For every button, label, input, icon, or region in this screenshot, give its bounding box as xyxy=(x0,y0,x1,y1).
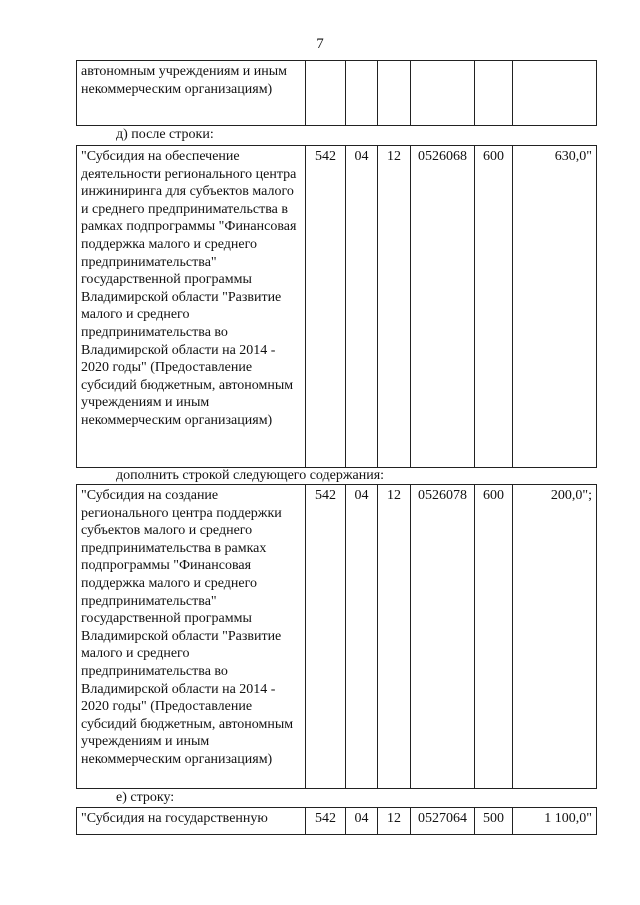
target-article-cell xyxy=(411,61,475,126)
row-description: автономным учреждениям и иным некоммерческим организациям) xyxy=(77,61,306,126)
amount-cell: 200,0"; xyxy=(513,485,597,789)
subsection-cell xyxy=(378,61,411,126)
target-article-cell: 0526078 xyxy=(411,485,475,789)
row-description: "Субсидия на государственную xyxy=(77,808,306,835)
budget-table-after-row xyxy=(76,145,597,468)
ministry-code-cell xyxy=(306,61,346,126)
target-article-cell: 0527064 xyxy=(411,808,475,835)
instruction-e: е) строку: xyxy=(116,790,175,805)
page-number: 7 xyxy=(316,36,324,52)
row-description: "Субсидия на создание регионального центра поддержки субъектов малого и среднего предпринимательства в рамках подпрограммы "Финансовая поддержка малого и среднего предпринимательства" государственной программы Владимирской области "Развитие малого и среднего предпринимательства во Владимирской области на 2014 - 2020 годы" (Предоставление субсидий бюджетным, автономным учреждениям и иным некоммерческим организациям) xyxy=(77,485,306,789)
table-row xyxy=(77,146,597,468)
amount-cell: 1 100,0" xyxy=(513,808,597,835)
budget-table-continuation xyxy=(76,60,597,126)
ministry-code-cell: 542 xyxy=(306,808,346,835)
amount-cell xyxy=(513,61,597,126)
subsection-cell: 12 xyxy=(378,146,411,468)
subsection-cell: 12 xyxy=(378,485,411,789)
expense-type-cell: 600 xyxy=(475,485,513,789)
expense-type-cell: 500 xyxy=(475,808,513,835)
amount-cell: 630,0" xyxy=(513,146,597,468)
target-article-cell: 0526068 xyxy=(411,146,475,468)
table-row xyxy=(77,485,597,789)
ministry-code-cell: 542 xyxy=(306,146,346,468)
budget-table-new-row xyxy=(76,484,597,789)
budget-table-row-e xyxy=(76,807,597,835)
table-row xyxy=(77,808,597,835)
section-cell xyxy=(346,61,378,126)
section-cell: 04 xyxy=(346,808,378,835)
subsection-cell: 12 xyxy=(378,808,411,835)
section-cell: 04 xyxy=(346,146,378,468)
row-description: "Субсидия на обеспечение деятельности регионального центра инжиниринга для субъектов малого и среднего предпринимательства в рамках подпрограммы "Финансовая поддержка малого и среднего предпринимательства" государственной программы Владимирской области "Развитие малого и среднего предпринимательства во Владимирской области на 2014 - 2020 годы" (Предоставление субсидий бюджетным, автономным учреждениям и иным некоммерческим организациям) xyxy=(77,146,306,468)
expense-type-cell: 600 xyxy=(475,146,513,468)
section-cell: 04 xyxy=(346,485,378,789)
table-row xyxy=(77,61,597,126)
ministry-code-cell: 542 xyxy=(306,485,346,789)
expense-type-cell xyxy=(475,61,513,126)
instruction-d: д) после строки: xyxy=(116,127,214,142)
instruction-add-row: дополнить строкой следующего содержания: xyxy=(116,468,385,483)
